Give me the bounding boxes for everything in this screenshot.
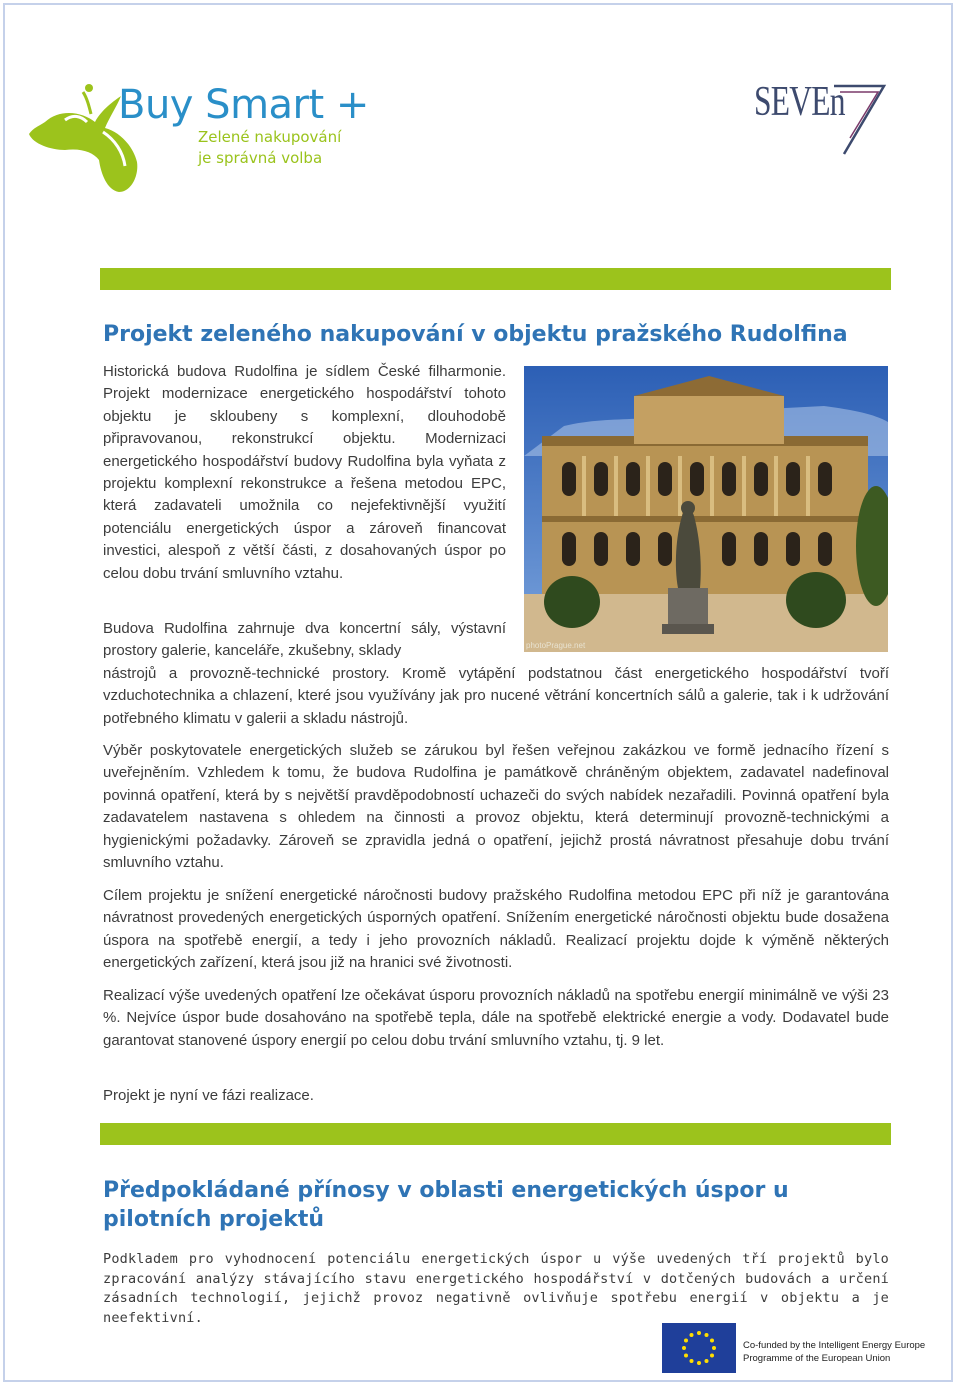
buysmart-title: Buy Smart + <box>118 82 369 128</box>
paragraph: Cílem projektu je snížení energetické náročnosti budovy pražského Rudolfina metodou EPC při níž je garantována návratnost provedených energetických úsporných opatření. Snížením energetické náročnosti objektu bude dosažena úspora na spotřebě energií, a tedy i jeho provozních nákladů. Realizací projektu dojde k výměně některých energetických zařízení, která jsou již na hranici své životnosti. <box>103 887 889 972</box>
rudolfinum-photo <box>524 366 888 652</box>
divider-bar <box>100 1123 891 1145</box>
paragraph: Podkladem pro vyhodnocení potenciálu energetických úspor u výše uvedených tří projektů bylo zpracování analýzy stávajícího stavu energetického hospodářství v dotčených budovách a určení zásadních technologií, jejichž provoz negativně ovlivňuje spotřebu energií v objektu a je neefektivní. <box>103 1251 889 1326</box>
paragraph: nástrojů a provozně-technické prostory. Kromě vytápění podstatnou část energetického hospodářství tvoří vzduchotechnika a chlazení, které jsou využívány jak pro nucené větrání koncertních sálů a galerie, tak i k udržování potřebného klimatu v galerii a skladu nástrojů. <box>103 665 889 727</box>
photo-credit: photoPrague.net <box>526 641 586 650</box>
paragraph: Výběr poskytovatele energetických služeb se zárukou byl řešen veřejnou zakázkou ve formě jednacího řízení s uveřejněním. Vzhledem k tomu, že budova Rudolfina je památkově chráněným objektem, zadavatel nadefinoval povinná opatření, která by s největší pravděpodobností uchazeči do svých nabídek nezařadili. Povinná opatření byla zadavatelem nastavena s ohledem na činnosti a provoz objektu, která determinují provozně-technickými a hygienickými požadavky. Zároveň se zpravidla jedná o opatření, jejichž prostá návratnost přesahuje dobu trvání smluvního vztahu. <box>103 742 889 872</box>
section-title: Předpokládané přínosy v oblasti energetických úspor u pilotních projektů <box>103 1178 789 1232</box>
seven-logo-text: SEVEn <box>754 79 845 125</box>
buysmart-subtitle-2: je správná volba <box>198 149 323 167</box>
divider-bar <box>100 268 891 290</box>
paragraph: Projekt je nyní ve fázi realizace. <box>103 1087 314 1104</box>
paragraph: Historická budova Rudolfina je sídlem České filharmonie. Projekt modernizace energetického hospodářství tohoto objektu je skloubeny s komplexní, dlouhodobě připravovanou, rekonstrukcí objektu. Modernizaci energetického hospodářství budovy Rudolfina byla vyňata z projektu komplexní rekonstrukce a řešena metodou EPC, která zadavateli umožnila co nejefektivnější využití potenciálu energetických úspor a zároveň financovat investici, alespoň z větší části, z dosahovaných úspor po celou dobu trvání smluvního vztahu. <box>103 363 506 582</box>
eu-funding-line-2: Programme of the European Union <box>743 1353 891 1364</box>
seven-logo-icon <box>830 78 890 158</box>
eu-funding-line-1: Co-funded by the Intelligent Energy Europe <box>743 1340 926 1351</box>
paragraph: Realizací výše uvedených opatření lze očekávat úsporu provozních nákladů na spotřebu energií minimálně ve výši 23 %. Nejvíce úspor bude dosahováno na spotřebě tepla, dále na spotřebě elektrické energie a vody. Dodavatel bude garantovat stanovené úspory energií po celou dobu trvání smluvního vztahu, tj. 9 let. <box>103 987 889 1049</box>
section-title: Projekt zeleného nakupování v objektu pražského Rudolfina <box>103 322 848 347</box>
eu-flag-icon <box>662 1323 736 1373</box>
paragraph: Budova Rudolfina zahrnuje dva koncertní sály, výstavní prostory galerie, kanceláře, zkušebny, sklady <box>103 620 506 660</box>
buysmart-subtitle-1: Zelené nakupování <box>198 128 342 146</box>
building-illustration <box>524 366 888 652</box>
